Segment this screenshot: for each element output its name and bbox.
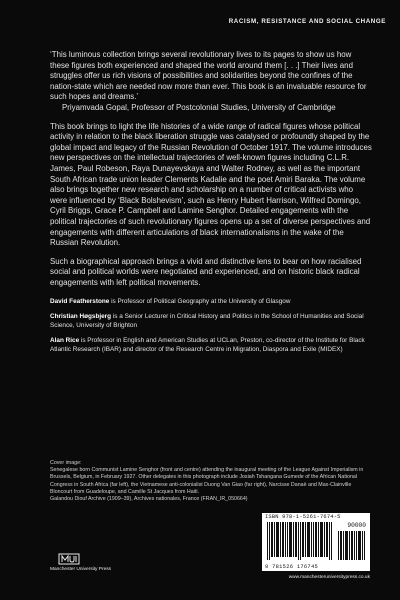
author-name: Christian Høgsbjerg (50, 313, 112, 321)
blurb-paragraph-2: Such a biographical approach brings a vivid and distinctive lens to bear on how racialised social and political worlds were negotiated and experienced, and on historic black radical engagements with left political movements. (50, 256, 362, 287)
barcode-digits: 9 781526 176745 (265, 564, 319, 570)
author-bio (50, 313, 372, 331)
barcode (262, 513, 370, 571)
caption-label: Cover image: (50, 460, 82, 466)
author-description: is Professor in English and American Studies at UCLan, Preston, co-director of the Institute for Black Atlantic Research (IBAR) and director of the Research Centre in Migration, Diaspora and Exile (MIDEX) (50, 337, 365, 354)
back-cover-text (50, 50, 372, 355)
author-description: is a Senior Lecturer in Critical History and Politics in the School of Humanities and Social Science, University of Brighton (50, 313, 364, 330)
author-bios (50, 298, 372, 355)
author-bio (50, 298, 372, 307)
price-code: 90000 (347, 522, 366, 529)
publisher-logo-icon (58, 553, 80, 565)
cover-image-caption (50, 460, 370, 503)
publisher-name: Manchester University Press (50, 567, 112, 572)
quote-attribution: Priyamvada Gopal, Professor of Postcolonial Studies, University of Cambridge (62, 102, 336, 112)
series-title: RACISM, RESISTANCE AND SOCIAL CHANGE (228, 18, 386, 25)
author-bio (50, 337, 372, 355)
isbn-barcode-bars (267, 522, 333, 560)
price-barcode-bars (338, 531, 365, 560)
blurb-paragraph-1: This book brings to light the life histories of a wide range of radical figures whose political activity in relation to the black liberation struggle was catalysed or profoundly shaped by the global impact and legacy of the Russian Revolution of October 1917. The volume introduces new perspectives on the intellectual trajectories of well-known figures including C.L.R. James, Paul Robeson, Raya Dunayevskaya and Walter Rodney, as well as the important South African trade union leader Clements Kadalie and the poet Amiri Baraka. The volume also brings together new research and scholarship on a number of critical activists who were influenced by ‘Black Bolshevism’, such as Henry Hubert Harrison, Wilfred Domingo, Cyril Briggs, Grace P. Campbell and Lamine Senghor. Detailed engagements with the political trajectories of such revolutionary figures opens up a set of diverse perspectives and engagements with different articulations of black internationalisms in the wake of the Russian Revolution. (50, 121, 372, 248)
author-name: Alan Rice (50, 337, 80, 345)
author-description: is Professor of Political Geography at the University of Glasgow (109, 298, 291, 306)
author-name: David Featherstone (50, 298, 110, 306)
endorsement-quote: ‘This luminous collection brings several revolutionary lives to its pages to show us how these figures both experienced and shaped the world around them [. . .] Their lives and struggles offer us rich visions of possibilities and solidarities beyond the confines of the nation-state which are needed now more than ever. This book is an invaluable resource for such hopes and dreams.’ (50, 50, 367, 102)
isbn-label: ISBN 978-1-5261-7674-5 (265, 514, 341, 520)
caption-credit: Galandou Diouf Archive (1909–39), Archives nationales, France (FRAN_IR_050664) (50, 496, 248, 503)
caption-text: Senegalese born Communist Lamine Senghor (front and centre) attending the inaugural meeting of the League Against Imperialism in Brussels, Belgium, in February 1927. Other delegates in this photograph include Josiah Tshangana Gumede of the African National Congress in South Africa (far left), the Vietnamese anti-colonialist Duong Van Giao (far right), Narcisse Danaë and Max-Clainville Bloncourt from Guadeloupe, and Camille St Jacques from Haiti. (50, 467, 364, 495)
publisher-url[interactable]: www.manchesteruniversitypress.co.uk (288, 575, 370, 580)
